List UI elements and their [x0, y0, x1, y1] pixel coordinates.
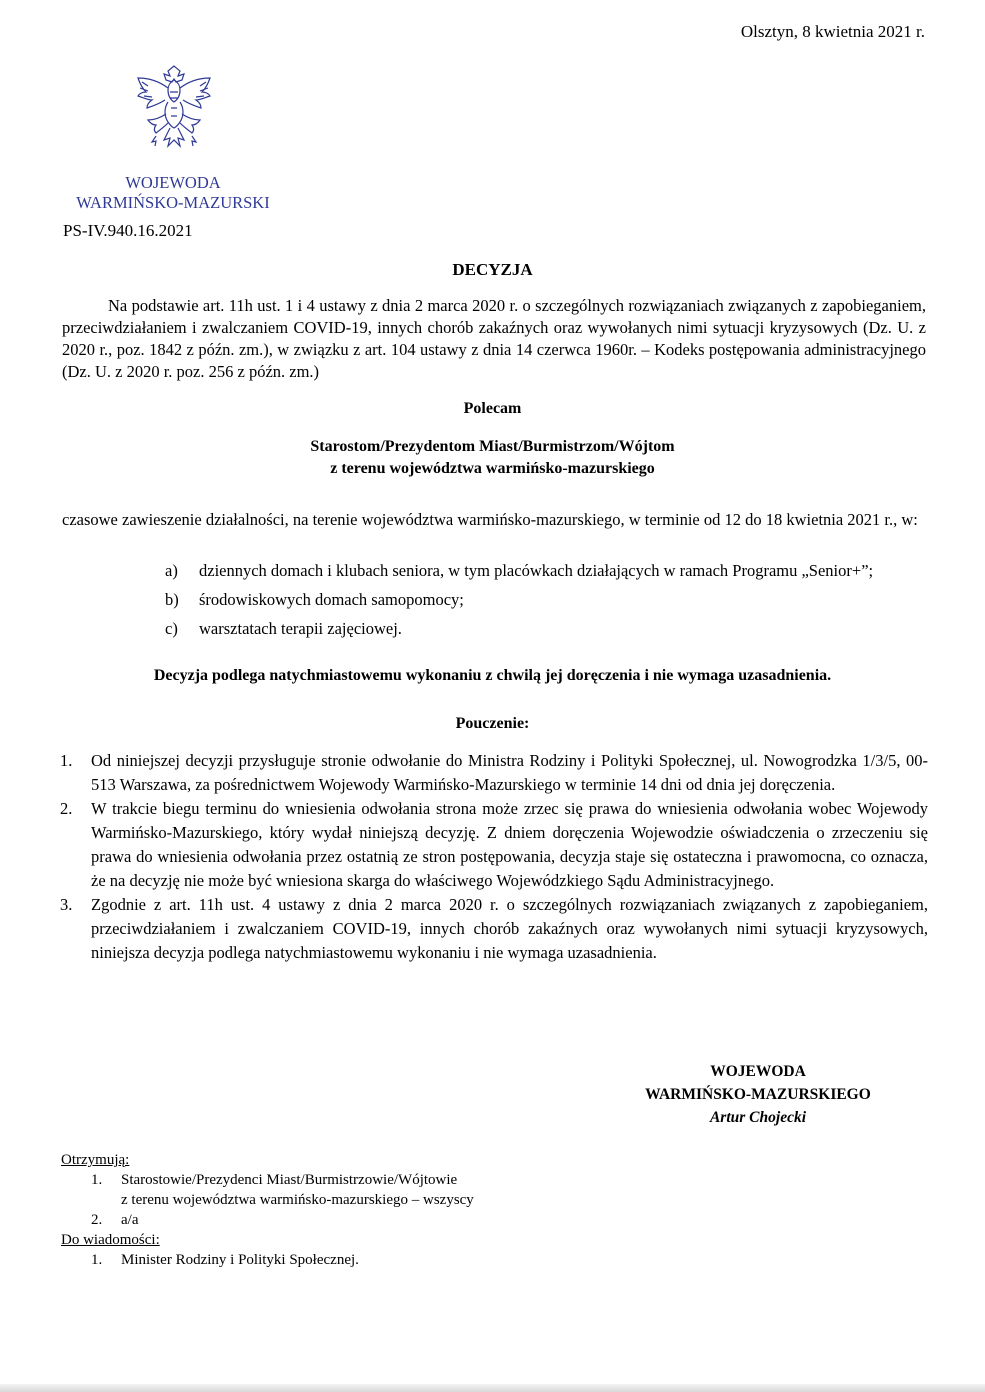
item-number: 1.	[91, 1252, 103, 1268]
document-title: DECYZJA	[452, 260, 533, 279]
recipient-line-1: a/a	[121, 1212, 139, 1228]
list-item-label: b)	[165, 590, 179, 609]
recipient-line-2: z terenu województwa warmińsko-mazurskiego – wszyscy	[121, 1192, 474, 1208]
recipient-line-1: Starostowie/Prezydenci Miast/Burmistrzowie/Wójtowie	[121, 1172, 458, 1188]
recipients-block	[61, 1150, 474, 1270]
signatory-name: Artur Chojecki	[709, 1109, 807, 1126]
office-title: WOJEWODA	[125, 173, 221, 192]
item-text: W trakcie biegu terminu do wniesienia odwołania strona może zrzec się prawa do wniesienia odwołania wobec Wojewody Warmińsko-Mazurskiego, który wydał niniejszą decyzję. Z dniem doręczenia Wojewodzie oświadczenia o zrzeczeniu się prawa do wniesienia odwołania przez ostatnią ze stron postępowania, decyzja staje się ostateczna i prawomocna, co oznacza, że na decyzję nie może być wniesiona skarga do właściwego Wojewódzkiego Sądu Administracyjnego.	[91, 799, 928, 890]
cc-item	[61, 1250, 474, 1270]
signature-region: WARMIŃSKO-MAZURSKIEGO	[645, 1086, 871, 1103]
facilities-list	[165, 560, 873, 647]
list-item	[165, 618, 873, 647]
item-number: 2.	[91, 1212, 103, 1228]
cc-line-1: Minister Rodziny i Polityki Społecznej.	[121, 1252, 359, 1268]
reference-number: PS-IV.940.16.2021	[63, 221, 193, 240]
recipients-title: Otrzymują:	[61, 1152, 130, 1168]
item-number: 1.	[60, 751, 73, 770]
instruction-list	[60, 749, 928, 965]
recipient-item	[61, 1170, 474, 1210]
item-number: 1.	[91, 1172, 103, 1188]
item-number: 3.	[60, 895, 73, 914]
page-bottom-edge	[0, 1384, 985, 1392]
legal-basis-paragraph: Na podstawie art. 11h ust. 1 i 4 ustawy z dnia 2 marca 2020 r. o szczególnych rozwiązaniach związanych z zapobieganiem, przeciwdziałaniem i zwalczaniem COVID-19, innych chorób zakaźnych oraz wywołanych nimi sytuacji kryzysowych (Dz. U. z 2020 r., poz. 1842 z późn. zm.), w związku z art. 104 ustawy z dnia 14 czerwca 1960r. – Kodeks postępowania administracyjnego (Dz. U. z 2020 r. poz. 256 z późn. zm.)	[62, 296, 926, 381]
instruction-item	[60, 797, 928, 893]
list-item-label: a)	[165, 561, 178, 580]
cc-title: Do wiadomości:	[61, 1232, 160, 1248]
list-item	[165, 589, 873, 618]
instruction-title: Pouczenie:	[455, 715, 530, 732]
signature-block	[620, 1060, 896, 1129]
order-word: Polecam	[463, 400, 522, 417]
addressee-line-1: Starostom/Prezydentom Miast/Burmistrzom/Wójtom	[310, 438, 675, 455]
office-region: WARMIŃSKO-MAZURSKI	[76, 193, 270, 212]
list-item-text: dziennych domach i klubach seniora, w tym placówkach działających w ramach Programu „Senior+”;	[199, 561, 874, 580]
order-text: czasowe zawieszenie działalności, na terenie województwa warmińsko-mazurskiego, w terminie od 12 do 18 kwietnia 2021 r., w:	[62, 510, 918, 529]
list-item-text: warsztatach terapii zajęciowej.	[199, 619, 402, 638]
instruction-item	[60, 893, 928, 965]
addressees	[0, 436, 985, 480]
issuing-office	[60, 173, 286, 213]
recipient-item	[61, 1210, 474, 1230]
list-item-text: środowiskowych domach samopomocy;	[199, 590, 464, 609]
polish-eagle-emblem-icon	[128, 58, 220, 158]
addressee-line-2: z terenu województwa warmińsko-mazurskiego	[330, 460, 655, 477]
enforcement-clause: Decyzja podlega natychmiastowemu wykonaniu z chwilą jej doręczenia i nie wymaga uzasadnienia.	[153, 667, 832, 684]
item-text: Od niniejszej decyzji przysługuje stronie odwołanie do Ministra Rodziny i Polityki Społecznej, ul. Nowogrodzka 1/3/5, 00-513 Warszawa, za pośrednictwem Wojewody Warmińsko-Mazurskiego w terminie 14 dni od dnia jej doręczenia.	[91, 751, 928, 794]
item-number: 2.	[60, 799, 73, 818]
instruction-item	[60, 749, 928, 797]
signature-title: WOJEWODA	[710, 1063, 806, 1080]
item-text: Zgodnie z art. 11h ust. 4 ustawy z dnia 2 marca 2020 r. o szczególnych rozwiązaniach związanych z zapobieganiem, przeciwdziałaniem i zwalczaniem COVID-19, innych chorób zakaźnych oraz wywołanych nimi sytuacji kryzysowych, niniejsza decyzja podlega natychmiastowemu wykonaniu i nie wymaga uzasadnienia.	[91, 895, 928, 962]
place-date: Olsztyn, 8 kwietnia 2021 r.	[740, 22, 925, 41]
list-item	[165, 560, 873, 589]
list-item-label: c)	[165, 619, 178, 638]
